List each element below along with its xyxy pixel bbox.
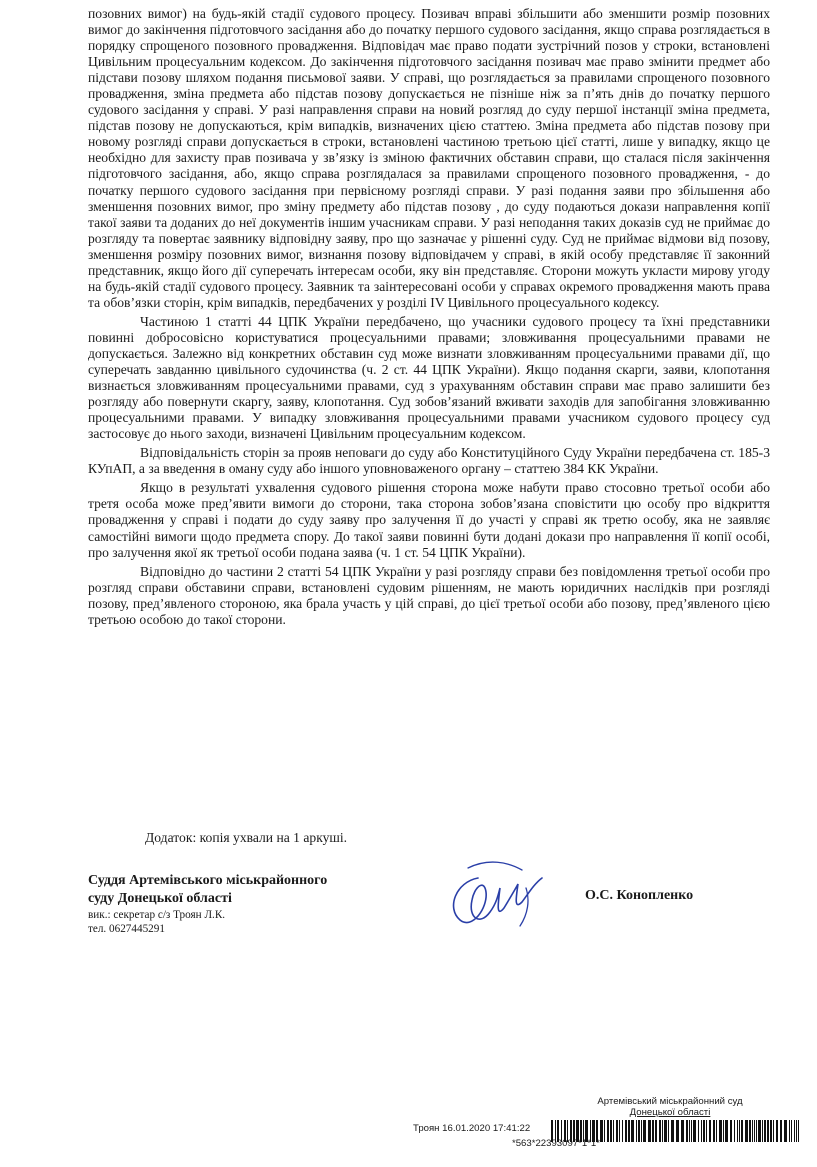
barcode-bar bbox=[703, 1120, 705, 1142]
barcode-bar bbox=[641, 1120, 642, 1142]
executor-line: вик.: секретар с/з Троян Л.К. bbox=[88, 909, 226, 921]
barcode-bar bbox=[734, 1120, 735, 1142]
barcode-bar bbox=[610, 1120, 612, 1142]
barcode-bar bbox=[773, 1120, 774, 1142]
barcode-bar bbox=[730, 1120, 732, 1142]
barcode-bar bbox=[676, 1120, 679, 1142]
barcode-bar bbox=[604, 1120, 605, 1142]
barcode-bar bbox=[723, 1120, 724, 1142]
barcode-bar bbox=[741, 1120, 743, 1142]
barcode-bar bbox=[628, 1120, 630, 1142]
barcode-bar bbox=[693, 1120, 696, 1142]
barcode-bar bbox=[776, 1120, 778, 1142]
barcode-bar bbox=[643, 1120, 646, 1142]
barcode-bar bbox=[691, 1120, 692, 1142]
barcode-bar bbox=[655, 1120, 657, 1142]
paragraph-1: позовних вимог) на будь-якій стадії судового процесу. Позивач вправі збільшити або зменшити розмір позовних вимог до закінчення підготовчого засідання або до початку першого судового засідання, якщо справа розглядається в порядку спрощеного позовного провадження. Відповідач має право подати зустрічний позов у строки, встановлені Цивільним процесуальним кодексом. До закінчення підготовчого засідання позивач має право змінити предмет або підстави позову шляхом подання письмової заяви. У справі, що розглядається за правилами спрощеного позовного провадження, зміна предмета або підстав позову допускається не пізніше ніж за п’ять днів до початку першого судового засідання у справі. У разі направлення справи на новий розгляд до суду першої інстанції зміна предмета, підстав позову не допускаються, крім випадків, визначених цією статтею. Зміна предмета або підстав позову при новому розгляді справи допускається в строки, встановлені частиною третьою цієї статті, лише у випадку, якщо це необхідно для захисту прав позивача у зв’язку із зміною фактичних обставин справи, що сталася після закінчення підготовчого засідання, або, якщо справа розглядалася за правилами спрощеного позовного провадження, - до початку першого судового засідання при первісному розгляді справи. У разі подання заяви про збільшення або зменшення позовних вимог, про зміну предмету або підстав позову , до суду подаються докази направлення копії такої заяви та доданих до неї документів іншим учасникам справи. У разі неподання таких доказів суд не приймає до розгляду та повертає заявнику відповідну заяву, про що зазначає у рішенні суду. Суд не приймає відмови від позову, зменшення розміру позовних вимог, визнання позову відповідачем у справі, в якій особу представляє її законний представник, якщо його дії суперечать інтересам особи, яку він представляє. Сторони можуть укласти мирову угоду на будь-якій стадії судового процесу. Заявник та заінтересовані особи у справах окремого провадження мають права та обов’язки сторін, крім випадків, передбачених у розділі IV Цивільного процесуального кодексу. bbox=[88, 6, 770, 310]
barcode-bar bbox=[638, 1120, 640, 1142]
barcode-bar bbox=[625, 1120, 627, 1142]
barcode-bar bbox=[739, 1120, 740, 1142]
signature-block bbox=[88, 872, 418, 936]
barcode-bar bbox=[664, 1120, 667, 1142]
stamp-court-line-2: Донецької області bbox=[629, 1107, 711, 1118]
barcode-bar bbox=[784, 1120, 787, 1142]
barcode-bar bbox=[762, 1120, 763, 1142]
barcode-bar bbox=[659, 1120, 661, 1142]
paragraph-3: Відповідальність сторін за прояв неповаги до суду або Конституційного Суду України передбачена ст. 185-3 КУпАП, а за введення в оману суду або іншого уповноваженого органу – статтею 384 КК України. bbox=[88, 445, 770, 477]
barcode-number: *563*22393097*1*1* bbox=[511, 1138, 600, 1149]
paragraph-5: Відповідно до частини 2 статті 54 ЦПК України у разі розгляду справи без повідомлення третьої особи про розгляд справи обставини справи, встановлені судовим рішенням, не мають юридичних наслідків при розгляді позову, пред’явленого стороною, яка брала участь у цій справі, до цієї третьої особи або позову, пред’явленого цією третьою особою до такої сторони. bbox=[88, 563, 770, 627]
barcode-bar bbox=[719, 1120, 722, 1142]
barcode-bar bbox=[789, 1120, 790, 1142]
paragraph-2: Частиною 1 статті 44 ЦПК України передбачено, що учасники судового процесу та їхні представники повинні добросовісно користуватися процесуальними правами; зловживання процесуальними правами не допускається. Залежно від конкретних обставин суд може визнати зловживанням процесуальними правами дії, що суперечать завданню цивільного судочинства (ч. 2 ст. 44 ЦПК України). Якщо подання скарги, заяви, клопотання визнається зловживанням процесуальними правами, суд з урахуванням обставин справи має право залишити без розгляду або повернути скаргу, заяву, клопотання. Суд зобов’язаний вживати заходів для запобігання зловживанню процесуальними правами. У випадку зловживання процесуальними правами учасником судового процесу суд застосовує до нього заходи, визначені Цивільним процесуальним кодексом. bbox=[88, 313, 770, 442]
phone-line: тел. 0627445291 bbox=[88, 923, 165, 935]
document-body bbox=[88, 6, 770, 628]
barcode-bar bbox=[745, 1120, 748, 1142]
barcode-bar bbox=[607, 1120, 609, 1142]
barcode-bar bbox=[636, 1120, 637, 1142]
barcode-bar bbox=[698, 1120, 699, 1142]
barcode-bar bbox=[648, 1120, 651, 1142]
barcode-bar bbox=[613, 1120, 614, 1142]
barcode-bar bbox=[671, 1120, 674, 1142]
paragraph-4: Якщо в результаті ухвалення судового рішення сторона може набути право стосовно третьої особи або третя особа може пред’явити вимоги до сторони, така сторона зобов’язана сповістити цю особу про відкриття провадження у справі і подати до суду заяву про залучення її до участі у справі як третю особу, яка не заявляє самостійні вимоги щодо предмета спору. До такої заяви повинні бути додані докази про направлення її копії особі, про залучення якої як третьої особи подана заява (ч. 1 ст. 54 ЦПК України). bbox=[88, 480, 770, 560]
barcode-bar bbox=[706, 1120, 707, 1142]
barcode-bar bbox=[662, 1120, 663, 1142]
barcode-bar bbox=[725, 1120, 728, 1142]
barcode-bar bbox=[631, 1120, 634, 1142]
barcode-bar bbox=[652, 1120, 654, 1142]
judge-name: О.С. Конопленко bbox=[585, 888, 694, 903]
barcode-bar bbox=[709, 1120, 711, 1142]
barcode-bar bbox=[754, 1120, 755, 1142]
judge-title-line-2: суду Донецької області bbox=[88, 891, 232, 906]
barcode-bar bbox=[764, 1120, 766, 1142]
barcode-bar bbox=[681, 1120, 684, 1142]
barcode-bar bbox=[713, 1120, 715, 1142]
attachment-note: Додаток: копія ухвали на 1 аркуші. bbox=[145, 830, 348, 845]
barcode-bar bbox=[622, 1120, 623, 1142]
barcode-bar bbox=[600, 1120, 603, 1142]
barcode-bar bbox=[780, 1120, 782, 1142]
barcode-bar bbox=[791, 1120, 792, 1142]
barcode-bar bbox=[716, 1120, 717, 1142]
barcode-bar bbox=[616, 1120, 618, 1142]
barcode-bar bbox=[770, 1120, 772, 1142]
barcode-bar bbox=[794, 1120, 795, 1142]
barcode-bar bbox=[668, 1120, 669, 1142]
barcode-bar bbox=[701, 1120, 702, 1142]
registration-stamp bbox=[560, 1096, 780, 1118]
barcode-bar bbox=[758, 1120, 761, 1142]
judge-title-line-1: Суддя Артемівського міськрайонного bbox=[88, 873, 328, 888]
barcode-bar bbox=[796, 1120, 797, 1142]
barcode-bar bbox=[767, 1120, 769, 1142]
barcode-bar bbox=[756, 1120, 757, 1142]
registration-datetime: Троян 16.01.2020 17:41:22 bbox=[413, 1123, 531, 1134]
barcode-bar bbox=[686, 1120, 688, 1142]
barcode-bar bbox=[689, 1120, 690, 1142]
handwritten-signature bbox=[438, 848, 548, 938]
barcode-bar bbox=[619, 1120, 620, 1142]
stamp-court-line-1: Артемівський міськрайонний суд bbox=[597, 1096, 743, 1107]
barcode-bar bbox=[737, 1120, 738, 1142]
barcode-bar bbox=[798, 1120, 799, 1142]
barcode-bar bbox=[749, 1120, 751, 1142]
barcode-bar bbox=[752, 1120, 753, 1142]
